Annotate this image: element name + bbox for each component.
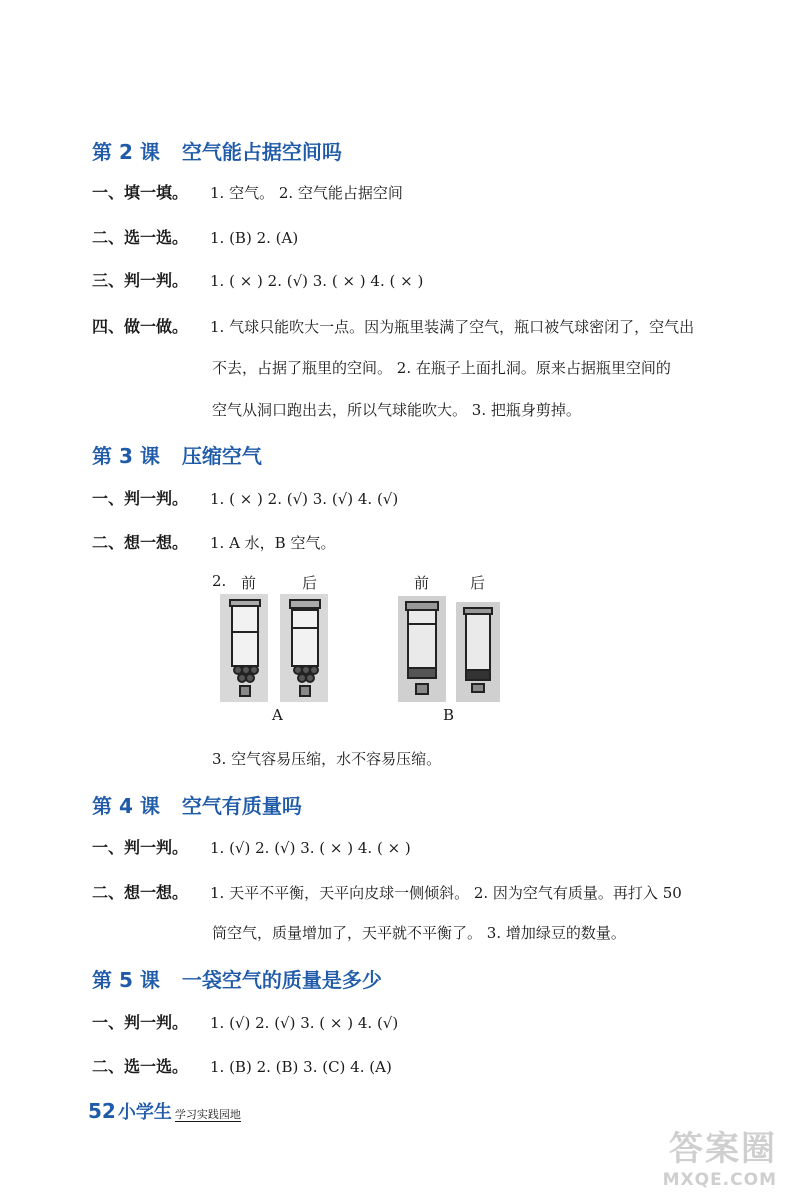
syringe-a-after-icon xyxy=(280,594,328,702)
lesson-number: 第 3 课 xyxy=(92,444,160,468)
lesson-3-heading xyxy=(92,440,262,469)
answer-continuation: 筒空气，质量增加了，天平就不平衡了。 3. 增加绿豆的数量。 xyxy=(212,924,626,942)
label-before-b: 前 xyxy=(414,574,430,592)
brand-name: 小学生 xyxy=(117,1102,172,1123)
lesson-number: 第 2 课 xyxy=(92,140,160,164)
syringe-b-after-icon xyxy=(456,602,500,702)
answer-continuation: 3. 空气容易压缩，水不容易压缩。 xyxy=(212,750,442,768)
label-before-a: 前 xyxy=(241,574,257,592)
label-after-b: 后 xyxy=(470,574,486,592)
section-label: 四、做一做。 xyxy=(92,317,189,336)
answer-text: 1. 天平不平衡，天平向皮球一侧倾斜。 2. 因为空气有质量。再打入 50 xyxy=(210,884,682,902)
lesson-title: 一袋空气的质量是多少 xyxy=(181,968,382,992)
answer-text: 1. (B) 2. (A) xyxy=(210,229,299,247)
figure-number: 2. xyxy=(212,572,227,590)
section-label: 二、选一选。 xyxy=(92,228,189,247)
syringe-figure xyxy=(218,592,504,704)
answer-text: 1. 气球只能吹大一点。因为瓶里装满了空气，瓶口被气球密闭了，空气出 xyxy=(210,318,695,336)
answer-row xyxy=(92,268,423,291)
section-label: 一、判一判。 xyxy=(92,838,189,857)
page-number: 52 xyxy=(88,1099,116,1123)
lesson-title: 空气有质量吗 xyxy=(181,794,302,818)
answer-row xyxy=(92,1010,398,1033)
figure-label-b: B xyxy=(443,706,455,724)
answer-row xyxy=(92,530,335,553)
watermark xyxy=(663,1121,777,1190)
lesson-title: 压缩空气 xyxy=(181,444,262,468)
watermark-url: MXQE.COM xyxy=(662,1170,777,1190)
answer-text: 1. (√) 2. (√) 3. ( × ) 4. (√) xyxy=(210,1014,399,1032)
section-label: 一、判一判。 xyxy=(92,489,189,508)
lesson-5-heading xyxy=(92,964,382,993)
section-label: 二、选一选。 xyxy=(92,1057,189,1076)
section-label: 三、判一判。 xyxy=(92,271,189,290)
answer-text: 1. (√) 2. (√) 3. ( × ) 4. ( × ) xyxy=(210,839,411,857)
section-label: 二、想一想。 xyxy=(92,533,189,552)
lesson-title: 空气能占据空间吗 xyxy=(181,140,342,164)
answer-continuation: 不去，占据了瓶里的空间。 2. 在瓶子上面扎洞。原来占据瓶里空间的 xyxy=(212,359,671,377)
answer-row xyxy=(92,1054,392,1077)
label-after-a: 后 xyxy=(302,574,318,592)
answer-text: 1. (B) 2. (B) 3. (C) 4. (A) xyxy=(210,1058,392,1076)
section-label: 二、想一想。 xyxy=(92,883,189,902)
page-footer xyxy=(88,1098,241,1124)
watermark-logo: 答案圈 xyxy=(669,1129,777,1169)
answer-row xyxy=(92,835,411,858)
answer-text: 1. ( × ) 2. (√) 3. (√) 4. (√) xyxy=(210,490,399,508)
answer-text: 1. ( × ) 2. (√) 3. ( × ) 4. ( × ) xyxy=(210,272,424,290)
answer-row xyxy=(92,180,403,203)
figure-label-a: A xyxy=(272,706,283,724)
answer-row xyxy=(92,314,694,337)
answer-text: 1. A 水，B 空气。 xyxy=(210,534,336,552)
syringe-b-before-icon xyxy=(398,596,446,702)
syringe-a-before-icon xyxy=(220,594,268,702)
lesson-4-heading xyxy=(92,790,302,819)
lesson-number: 第 4 课 xyxy=(92,794,160,818)
brand-subtitle: 学习实践园地 xyxy=(174,1108,241,1121)
section-label: 一、判一判。 xyxy=(92,1013,189,1032)
lesson-number: 第 5 课 xyxy=(92,968,160,992)
lesson-2-heading xyxy=(92,136,342,165)
answer-row xyxy=(92,486,398,509)
section-label: 一、填一填。 xyxy=(92,183,189,202)
answer-continuation: 空气从洞口跑出去，所以气球能吹大。 3. 把瓶身剪掉。 xyxy=(212,401,581,419)
answer-text: 1. 空气。 2. 空气能占据空间 xyxy=(210,184,403,202)
answer-row xyxy=(92,880,682,903)
answer-row xyxy=(92,225,298,248)
